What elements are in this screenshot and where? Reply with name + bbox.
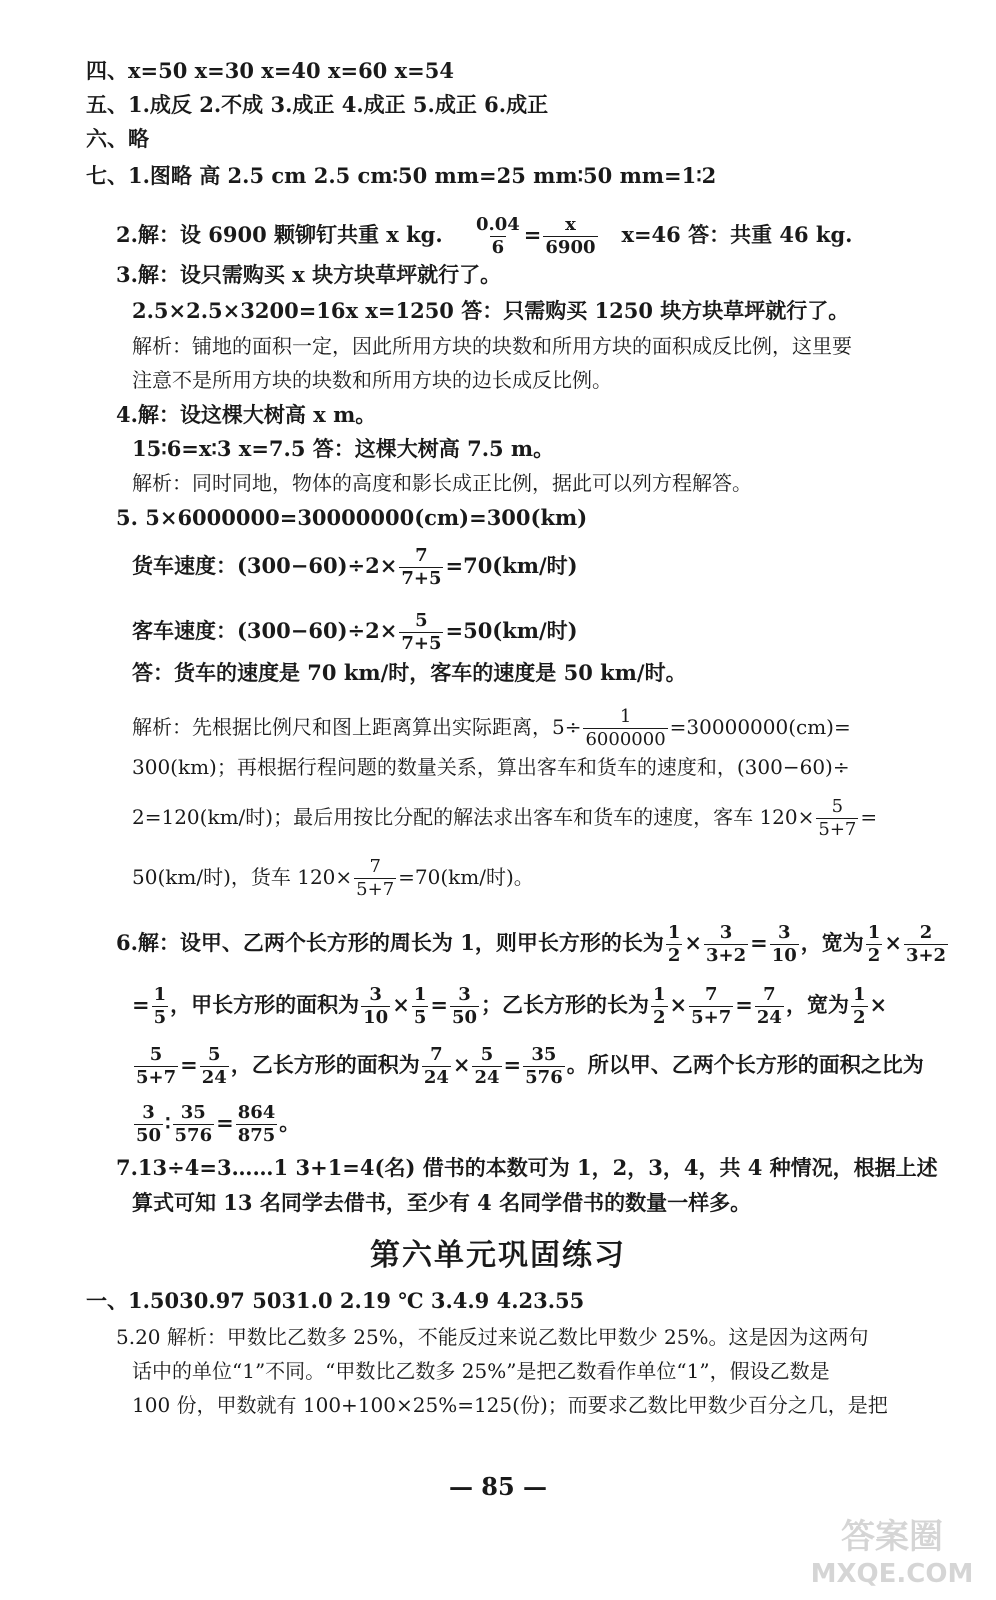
answer-7-6-line1: 6.解：设甲、乙两个长方形的周长为 1，则甲长方形的长为 $\frac{1}{2}$ × $\frac{3}{3+2}$ = $\frac{3}{10}$ ，宽为 $\frac{1}{2}$ × $\frac{2}{3+2}$ xyxy=(116,922,947,966)
analysis-7-5-line2: 300(km)；再根据行程问题的数量关系，算出客车和货车的速度和，(300−60)÷ xyxy=(132,755,850,779)
answer-6: 六、略 xyxy=(86,126,149,151)
watermark-line1: 答案圈 xyxy=(841,1517,943,1557)
fraction: $\frac{7}{5+7}$ xyxy=(356,856,395,900)
fraction: $\frac{3}{10}$ xyxy=(363,984,389,1028)
fraction: $\frac{1}{2}$ xyxy=(852,984,866,1028)
fraction: $\frac{0.04}{6}$ xyxy=(475,214,520,258)
fraction: $\frac{7}{24}$ xyxy=(423,1044,449,1088)
fraction: $\frac{7}{24}$ xyxy=(756,984,782,1028)
answer-7-4-equation: 15∶6=x∶3 x=7.5 答：这棵大树高 7.5 m。 xyxy=(132,436,555,461)
fraction: $\frac{7}{7+5}$ xyxy=(401,545,442,589)
page-number: — 85 — xyxy=(448,1472,548,1501)
fraction: $\frac{35}{576}$ xyxy=(525,1044,563,1088)
answer-7-5-conclusion: 答：货车的速度是 70 km/时，客车的速度是 50 km/时。 xyxy=(132,660,687,685)
answer-7-3-heading: 3.解：设只需购买 x 块方块草坪就行了。 xyxy=(116,262,502,287)
fraction: $\frac{3}{50}$ xyxy=(136,1102,162,1146)
answer-7-7-line1: 7.13÷4=3……1 3+1=4(名) 借书的本数可为 1，2，3，4，共 4 种情况，根据上述 xyxy=(116,1155,938,1180)
unit6-answer-1: 一、1.5030.97 5031.0 2.19 ℃ 3.4.9 4.23.55 xyxy=(86,1288,585,1313)
answer-7-6-line2: = $\frac{1}{5}$ ，甲长方形的面积为 $\frac{3}{10}$ × $\frac{1}{5}$ = $\frac{3}{50}$ ；乙长方形的长为 $\frac{1}{2}$ × $\frac{7}{5+7}$ = $\frac{7}{24}$ ，宽为 $\frac{1}{2}$ × xyxy=(132,984,888,1028)
answer-7-2: 2.解：设 6900 颗铆钉共重 x kg. $\frac{0.04}{6}$ = $\frac{x}{6900}$ x=46 答：共重 46 kg. xyxy=(116,214,853,258)
fraction: $\frac{7}{5+7}$ xyxy=(691,984,732,1028)
fraction: $\frac{x}{6900}$ xyxy=(545,214,596,258)
fraction: $\frac{1}{5}$ xyxy=(413,984,427,1028)
fraction: $\frac{5}{24}$ xyxy=(201,1044,227,1088)
analysis-7-3-line1: 解析：铺地的面积一定，因此所用方块的块数和所用方块的面积成反比例，这里要 xyxy=(132,334,852,358)
fraction: $\frac{864}{875}$ xyxy=(237,1102,276,1146)
answer-7-5-heading: 5. 5×6000000=30000000(cm)=300(km) xyxy=(116,505,588,530)
analysis-7-5-line3: 2=120(km/时)；最后用按比分配的解法求出客车和货车的速度，客车 120× $\frac{5}{5+7}$ = xyxy=(132,796,878,840)
analysis-7-4: 解析：同时同地，物体的高度和影长成正比例，据此可以列方程解答。 xyxy=(132,471,752,495)
fraction: $\frac{5}{5+7}$ xyxy=(136,1044,177,1088)
answer-7-3-equation: 2.5×2.5×3200=16x x=1250 答：只需购买 1250 块方块草坪就行了。 xyxy=(132,298,850,323)
answer-7-6-line3: $\frac{5}{5+7}$ = $\frac{5}{24}$ ，乙长方形的面积为 $\frac{7}{24}$ × $\frac{5}{24}$ = $\frac{35}{576}$ 。所以甲、乙两个长方形的面积之比为 xyxy=(136,1044,924,1088)
fraction: $\frac{1}{2}$ xyxy=(667,922,681,966)
fraction: $\frac{35}{576}$ xyxy=(174,1102,213,1146)
fraction: $\frac{5}{7+5}$ xyxy=(401,610,442,654)
bus-speed-line: 客车速度：(300−60)÷2× $\frac{5}{7+5}$ =50(km/时) xyxy=(132,610,578,654)
answer-4: 四、x=50 x=30 x=40 x=60 x=54 xyxy=(86,58,454,83)
fraction: $\frac{1}{2}$ xyxy=(867,922,881,966)
section-title: 第六单元巩固练习 xyxy=(370,1238,626,1273)
fraction: $\frac{5}{5+7}$ xyxy=(818,796,857,840)
analysis-7-5-line1: 解析：先根据比例尺和图上距离算出实际距离，5÷ $\frac{1}{6000000}$ =30000000(cm)= xyxy=(132,706,851,750)
fraction: $\frac{1}{5}$ xyxy=(153,984,167,1028)
unit6-analysis-line3: 100 份，甲数就有 100+100×25%=125(份)；而要求乙数比甲数少百分之几，是把 xyxy=(132,1393,888,1417)
truck-speed-line: 货车速度：(300−60)÷2× $\frac{7}{7+5}$ =70(km/时) xyxy=(132,545,578,589)
answer-7-7-line2: 算式可知 13 名同学去借书，至少有 4 名同学借书的数量一样多。 xyxy=(132,1190,752,1215)
fraction: $\frac{3}{50}$ xyxy=(451,984,478,1028)
fraction: $\frac{2}{3+2}$ xyxy=(905,922,947,966)
answer-5: 五、1.成反 2.不成 3.成正 4.成正 5.成正 6.成正 xyxy=(86,92,549,117)
unit6-analysis-line1: 5.20 解析：甲数比乙数多 25%，不能反过来说乙数比甲数少 25%。这是因为这两句 xyxy=(116,1325,869,1349)
unit6-analysis-line2: 话中的单位“1”不同。“甲数比乙数多 25%”是把乙数看作单位“1”，假设乙数是 xyxy=(132,1359,830,1383)
answer-7-4-heading: 4.解：设这棵大树高 x m。 xyxy=(116,402,377,427)
fraction: $\frac{1}{2}$ xyxy=(653,984,666,1028)
fraction: $\frac{3}{3+2}$ xyxy=(705,922,747,966)
watermark-logo xyxy=(805,1508,980,1590)
answer-7-1: 七、1.图略 高 2.5 cm 2.5 cm∶50 mm=25 mm∶50 mm=1∶2 xyxy=(86,163,717,188)
analysis-7-5-line4: 50(km/时)，货车 120× $\frac{7}{5+7}$ =70(km/时)。 xyxy=(132,856,534,900)
answer-7-6-line4: $\frac{3}{50}$ ∶ $\frac{35}{576}$ = $\frac{864}{875}$ 。 xyxy=(136,1102,301,1146)
fraction: $\frac{5}{24}$ xyxy=(474,1044,500,1088)
analysis-7-3-line2: 注意不是所用方块的块数和所用方块的边长成反比例。 xyxy=(132,368,612,392)
fraction: $\frac{1}{6000000}$ xyxy=(585,706,666,750)
watermark-line2: MXQE.COM xyxy=(810,1559,974,1589)
fraction: $\frac{3}{10}$ xyxy=(771,922,797,966)
